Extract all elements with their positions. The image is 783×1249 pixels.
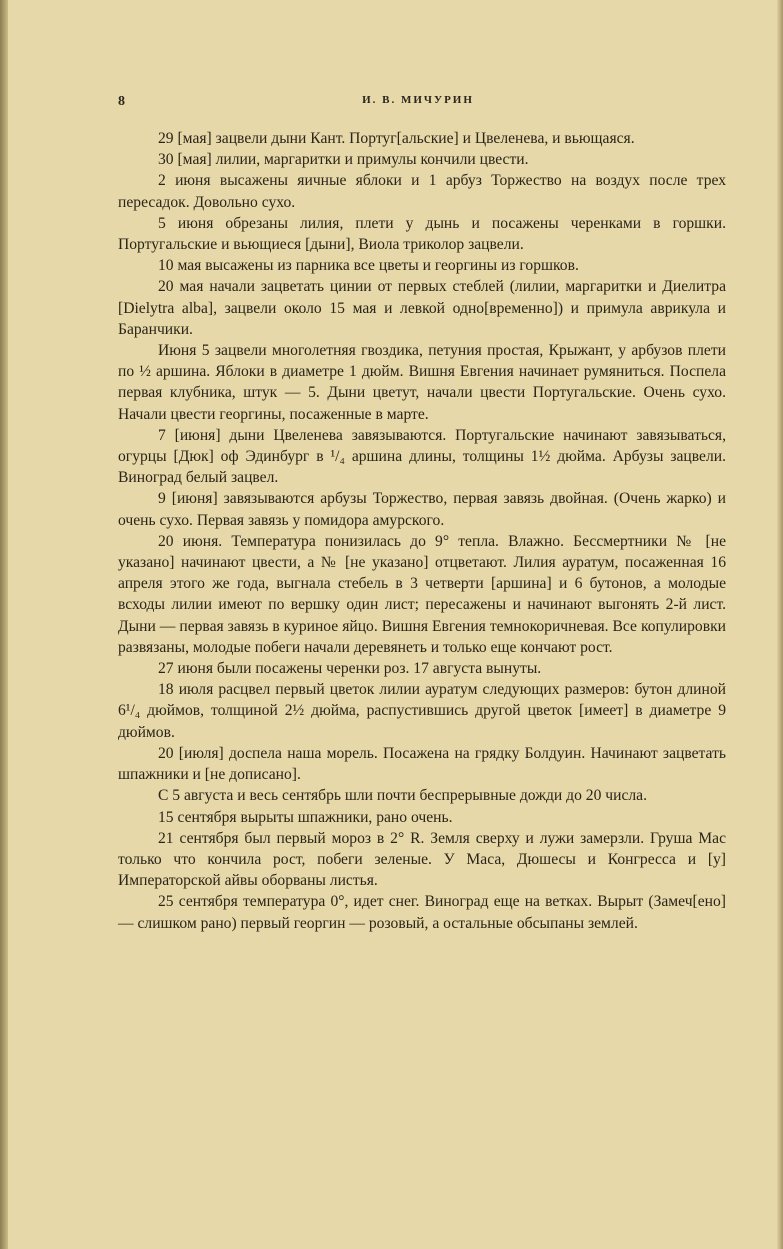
paragraph: 20 июня. Температура понизилась до 9° тепла. Влажно. Бессмертники № [не указано] начинают цвести, а № [не указано] отцветают. Лилия ауратум, посаженная 16 апреля этого же года, выгнала стебель в 3 четверти [аршина] и 6 бутонов, а молодые всходы лилии имеют по вершку один лист; пересажены и начинают выгонять 2-й лист. Дыни — первая завязь в куриное яйцо. Вишня Евгения темнокоричневая. Все копулировки развязаны, молодые побеги начали деревянеть и только еще кончают рост. [118, 532, 726, 656]
paragraph: 30 [мая] лилии, маргаритки и примулы кончили цвести. [158, 151, 529, 169]
body-text [118, 128, 726, 934]
paragraph: 20 [июля] доспела наша морель. Посажена на грядку Болдуин. Начинают зацветать шпажники и [не дописано]. [118, 744, 726, 784]
paragraph: 29 [мая] зацвели дыни Кант. Португ[альские] и Цвеленева, и вьющаяся. [158, 130, 635, 147]
paragraph: 7 [июня] дыни Цвеленева завязываются. Португальские начинают завязываться, огурцы [Дюк] оф Эдинбург в ¹/₄ аршина длины, толщины 1½ дюйма. Арбузы зацвели. Виноград белый зацвел. [118, 426, 726, 487]
paragraph: 15 сентября вырыты шпажники, рано очень. [158, 808, 453, 826]
paragraph: 5 июня обрезаны лилия, плети у дынь и посажены черенками в горшки. Португальские и вьющиеся [дыни], Виола триколор зацвели. [118, 214, 726, 254]
paragraph: 9 [июня] завязываются арбузы Торжество, первая завязь двойная. (Очень жарко) и очень сухо. Первая завязь у помидора амурского. [118, 490, 726, 529]
paragraph: 20 мая начали зацветать цинии от первых стеблей (лилии, маргаритки и Диелитра [Dielytra alba], зацвели около 15 мая и левкой одно[временно]) и примула аврикула и Баранчики. [118, 278, 726, 338]
paragraph: Июня 5 зацвели многолетняя гвоздика, петуния простая, Крыжант, у арбузов плети по ½ аршина. Яблоки в диаметре 1 дюйм. Вишня Евгения начинает румяниться. Поспела первая клубника, штук — 5. Дыни цветут, начали цвести Португальские. Очень сухо. Начали цвести георгины, посаженные в марте. [118, 342, 726, 423]
paragraph: 25 сентября температура 0°, идет снег. Виноград еще на ветках. Вырыт (Замеч[ено] — слишком рано) первый георгин — розовый, а остальные обсыпаны землей. [118, 893, 726, 932]
paragraph: 27 июня были посажены черенки роз. 17 августа вынуты. [158, 660, 542, 678]
running-head [118, 94, 718, 112]
paragraph: 2 июня высажены яичные яблоки и 1 арбуз Торжество на воздух после трех пересадок. Довольно сухо. [118, 172, 726, 211]
page-right-edge [777, 0, 783, 1249]
paragraph: 10 мая высажены из парника все цветы и георгины из горшков. [158, 257, 579, 275]
running-title: И. В. МИЧУРИН [362, 94, 474, 106]
paragraph: 18 июля расцвел первый цветок лилии ауратум следующих размеров: бутон длиной 6¹/₄ дюймов, толщиной 2½ дюйма, распустившись другой цветок [имеет] в диаметре 9 дюймов. [118, 681, 726, 741]
paragraph: С 5 августа и весь сентябрь шли почти беспрерывные дожди до 20 числа. [158, 787, 647, 805]
page-left-edge [0, 0, 8, 1249]
page-number: 8 [118, 94, 125, 109]
paragraph: 21 сентября был первый мороз в 2° R. Земля сверху и лужи замерзли. Груша Мас только что кончила рост, побеги зеленые. У Маса, Дюшесы и Конгресса и [у] Императорской айвы оборваны листья. [118, 829, 726, 890]
